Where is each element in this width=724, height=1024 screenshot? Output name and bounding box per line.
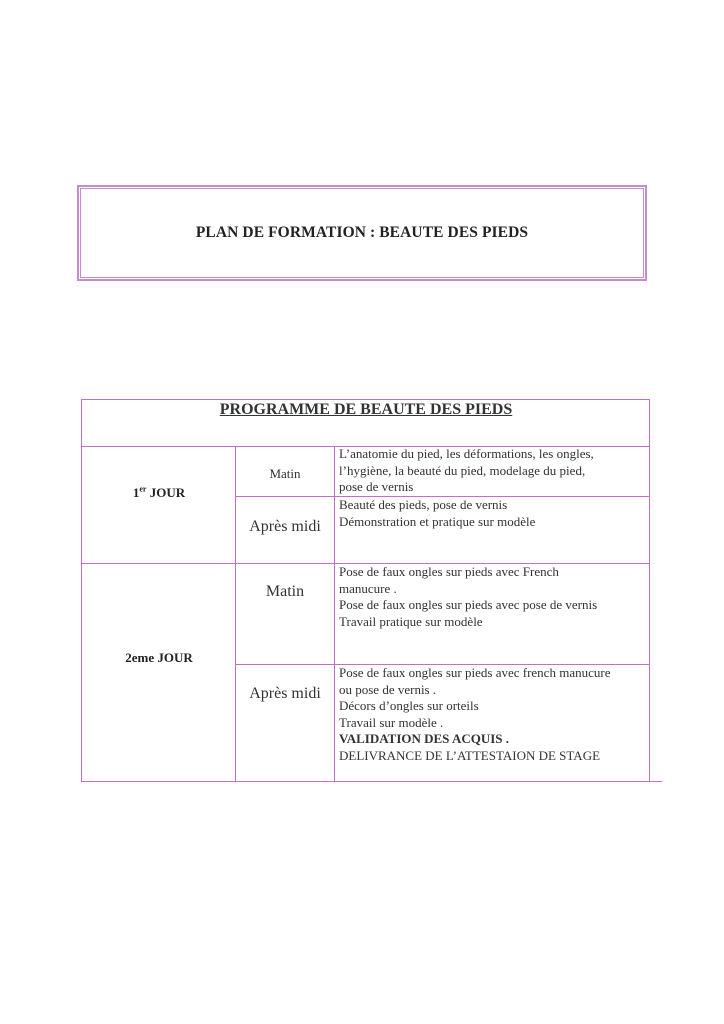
validation-line: VALIDATION DES ACQUIS . [339,731,510,746]
day1-morning-content [339,446,649,496]
content-line: Pose de faux ongles sur pieds avec French [339,564,559,579]
content-line: ou pose de vernis . [339,681,437,697]
content-line: L’anatomie du pied, les déformations, les ongles, [339,446,594,461]
title-box [77,185,647,281]
content-line: Pose de faux ongles sur pieds avec pose de vernis [339,597,598,612]
day1-number: 1 [132,485,140,500]
program-title: PROGRAMME DE BEAUTE DES PIEDS [219,401,513,418]
period-column-divider [334,446,335,782]
content-line: Décors d’ongles sur orteils [339,698,479,713]
program-table [81,399,650,782]
day1-word: JOUR [149,485,186,500]
day2-morning-period: Matin [265,583,305,600]
day1-label [82,485,236,501]
content-line: l’hygiène, la beauté du pied, modelage du pied, [339,462,586,478]
content-line: pose de vernis [339,479,414,494]
day1-afternoon-content [339,497,649,530]
document-title: PLAN DE FORMATION : BEAUTE DES PIEDS [195,224,529,241]
table-right-border [649,400,650,782]
content-line: Travail pratique sur modèle [339,613,483,629]
day1-morning-period: Matin [269,466,301,481]
day2-afternoon-content [339,665,649,764]
day1-afternoon-period: Après midi [249,518,321,535]
content-line: manucure . [339,580,397,596]
content-line: Travail sur modèle . [339,714,444,730]
content-line: Beauté des pieds, pose de vernis [339,497,508,512]
content-line: Démonstration et pratique sur modèle [339,513,536,529]
day2-label: 2eme JOUR [125,650,193,665]
delivery-line: DELIVRANCE DE L’ATTESTAION DE STAGE [339,747,601,763]
table-bottom-border [82,781,662,782]
day2-afternoon-period: Après midi [249,685,321,702]
content-line: Pose de faux ongles sur pieds avec french manucure [339,665,611,680]
day2-morning-content [339,564,649,630]
day1-suffix: er [139,484,147,494]
